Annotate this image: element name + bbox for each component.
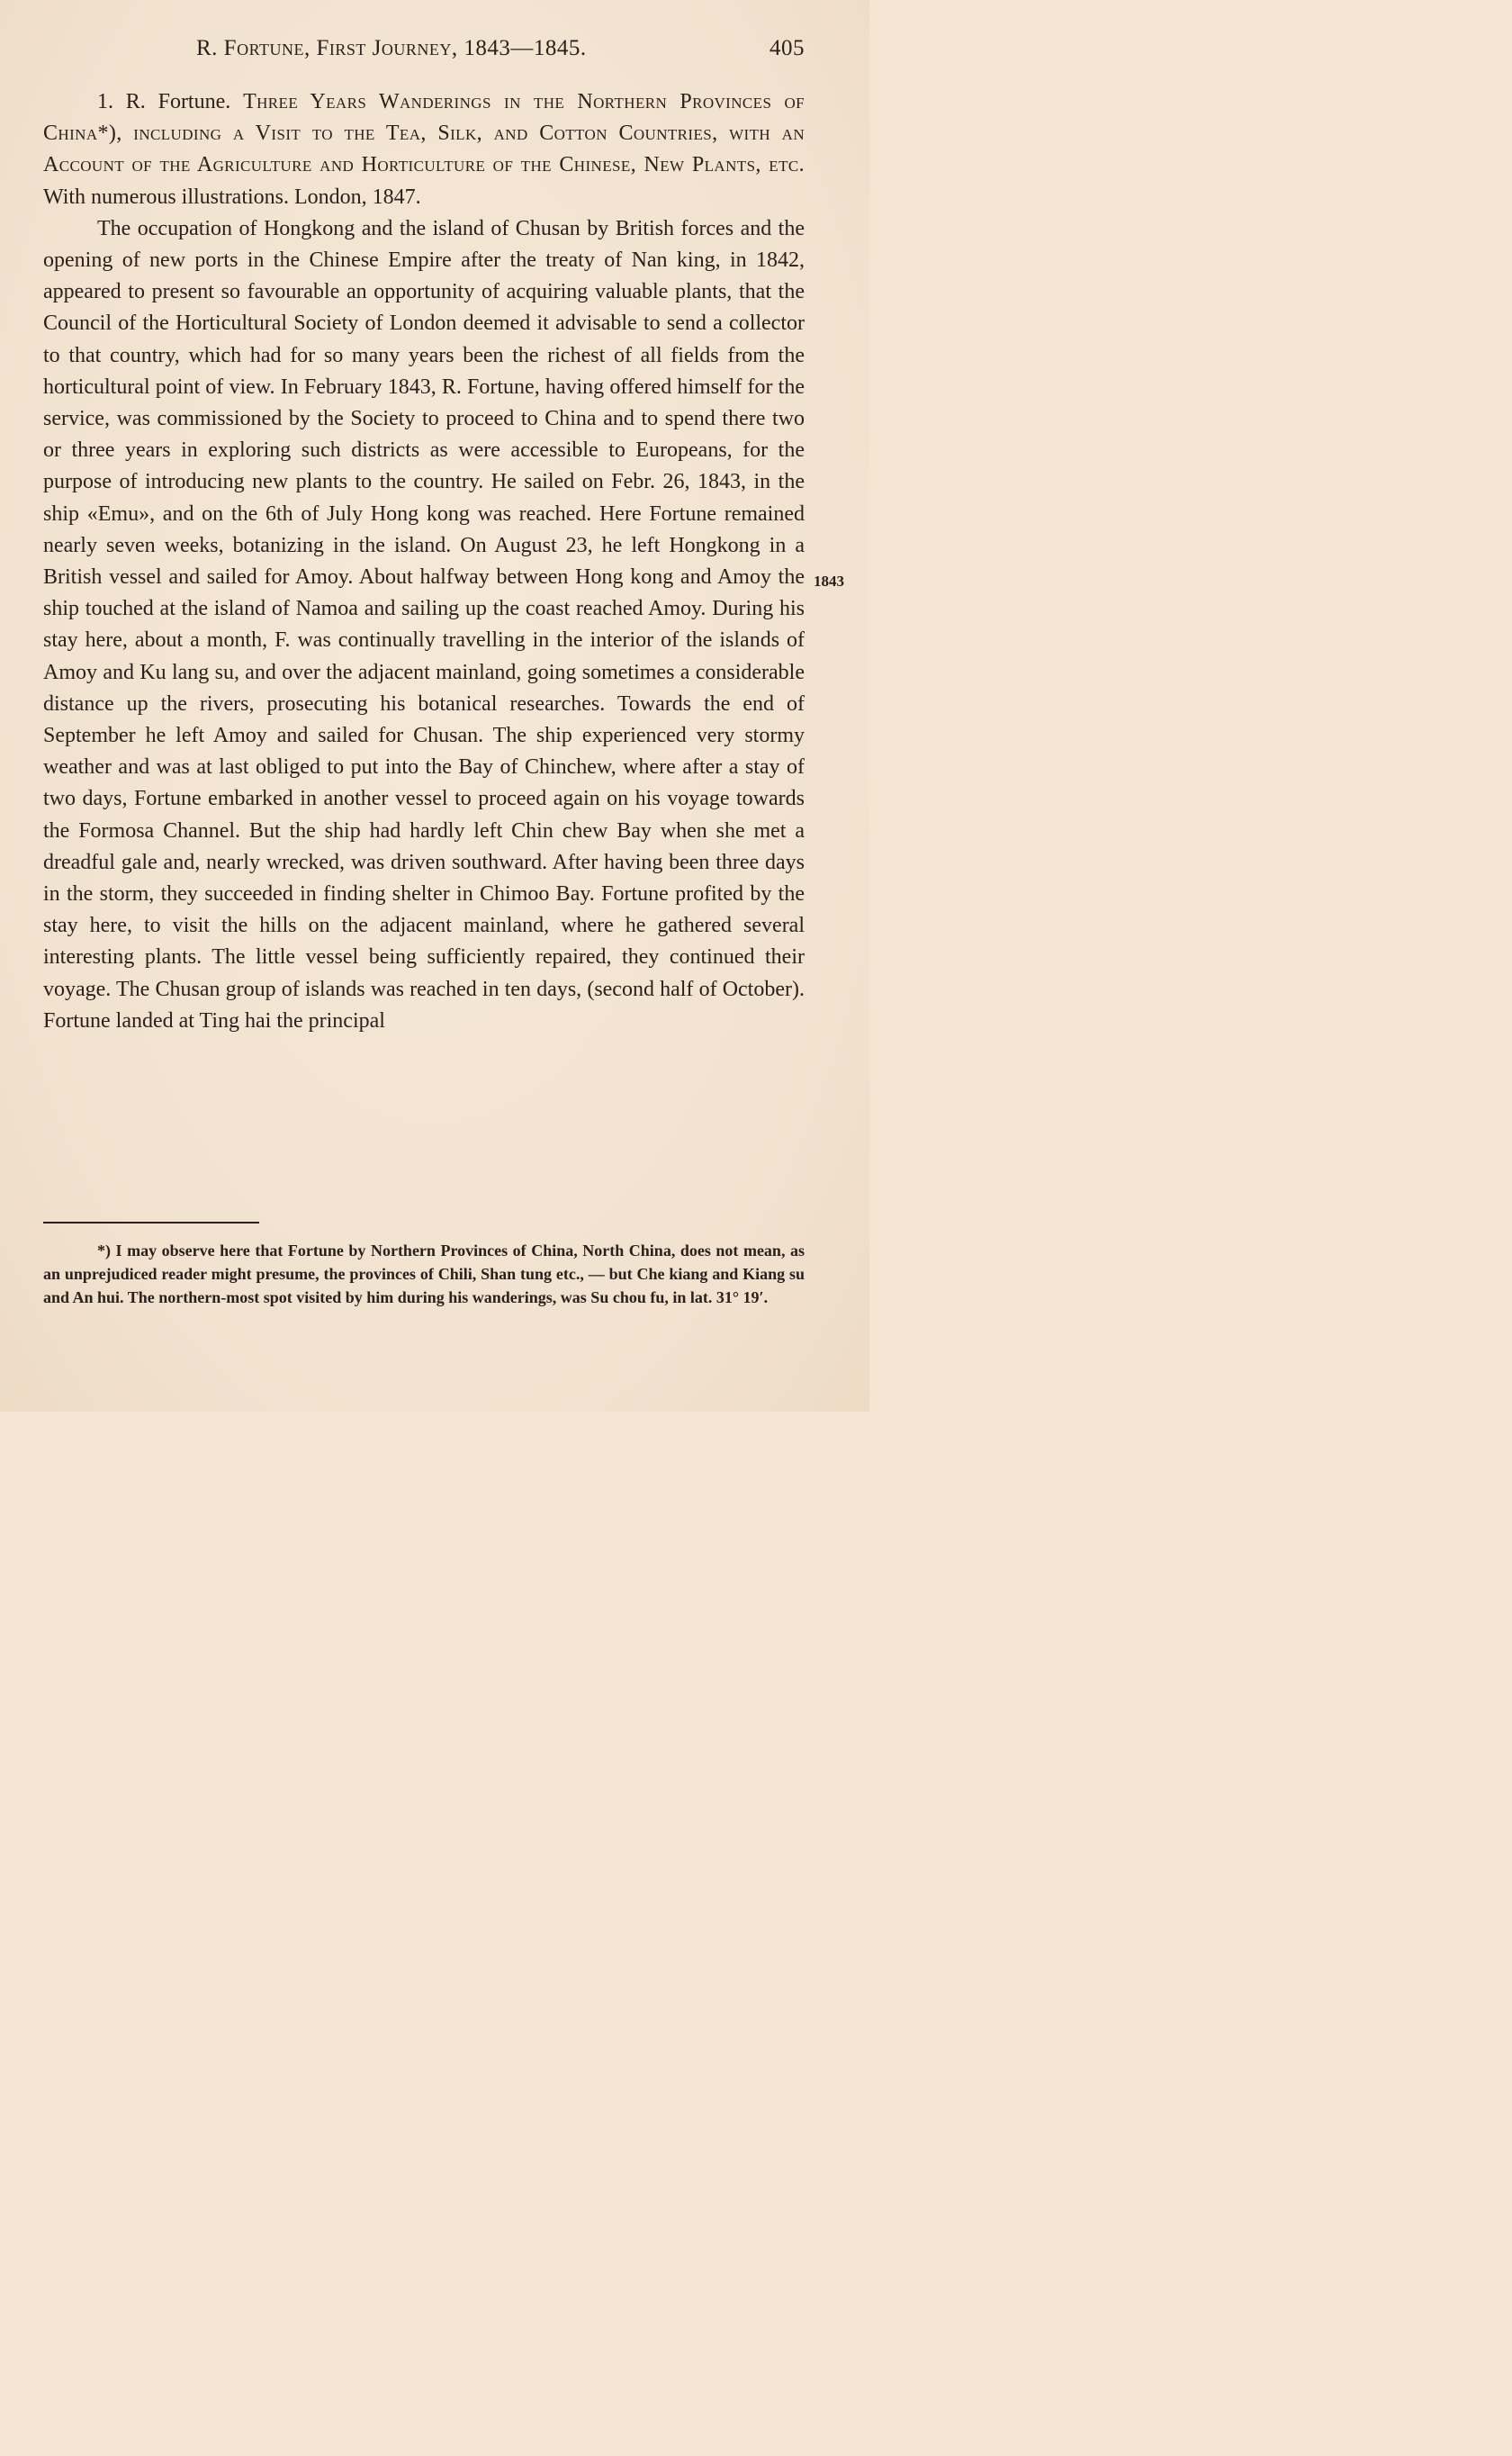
margin-year-note: 1843 <box>814 573 844 590</box>
entry-author: R. Fortune. <box>125 90 231 113</box>
entry-details: With numerous illustrations. London, 1847. <box>43 185 421 209</box>
bibliographic-entry <box>43 86 805 213</box>
footnote-text: *) I may observe here that Fortune by Northern Provinces of China, North China, does not mean, as an unprejudiced reader might presume, the provinces of Chili, Shan tung etc., — but Che kiang and Kiang su and An hui. The northern-most spot visited by him during his wanderings, was Su chou fu, in lat. 31° 19′. <box>43 1242 805 1306</box>
body-paragraph: The occupation of Hongkong and the island of Chusan by British forces and the opening of new ports in the Chinese Empire after the treaty of Nan king, in 1842, appeared to present so favourable an opportunity of acquiring valuable plants, that the Council of the Horticultural Society of London deemed it advisable to send a collector to that country, which had for so many years been the richest of all fields from the horticultural point of view. In February 1843, R. Fortune, having offered himself for the service, was commissioned by the Society to proceed to China and to spend there two or three years in exploring such districts as were accessible to Europeans, for the purpose of introducing new plants to the country. He sailed on Febr. 26, 1843, in the ship «Emu», and on the 6th of July Hong kong was reached. Here Fortune remained nearly seven weeks, botanizing in the island. On August 23, he left Hongkong in a British vessel and sailed for Amoy. About halfway between Hong kong and Amoy the ship touched at the island of Namoa and sailing up the coast reached Amoy. During his stay here, about a month, F. was continually travelling in the interior of the islands of Amoy and Ku lang su, and over the adjacent mainland, going sometimes a considerable distance up the rivers, prosecuting his botanical researches. Towards the end of September he left Amoy and sailed for Chusan. The ship experienced very stormy weather and was at last obliged to put into the Bay of Chinchew, where after a stay of two days, Fortune embarked in another vessel to proceed again on his voyage towards the Formosa Channel. But the ship had hardly left Chin chew Bay when she met a dreadful gale and, nearly wrecked, was driven southward. After having been three days in the storm, they succeeded in finding shelter in Chimoo Bay. Fortune profited by the stay here, to visit the hills on the adjacent mainland, where he gathered several interesting plants. The little vessel being sufficiently repaired, they continued their voyage. The Chusan group of islands was reached in ten days, (second half of October). Fortune landed at Ting hai the principal <box>43 216 805 1033</box>
footnote <box>43 1239 805 1309</box>
page-number: 405 <box>770 36 805 60</box>
main-text <box>43 86 805 1037</box>
entry-number: 1. <box>97 90 113 113</box>
running-head <box>43 36 805 67</box>
running-title: R. Fortune, First Journey, 1843—1845. <box>196 36 587 60</box>
footnote-rule <box>43 1222 259 1223</box>
entry-title: Three Years Wanderings in the Northern Provinces of China*), including a Visit to the Tea, Silk, and Cotton Countries, with an Account of the Agriculture and Horticulture of the Chinese, New Plants, etc. <box>43 90 806 177</box>
book-page <box>0 0 869 1412</box>
